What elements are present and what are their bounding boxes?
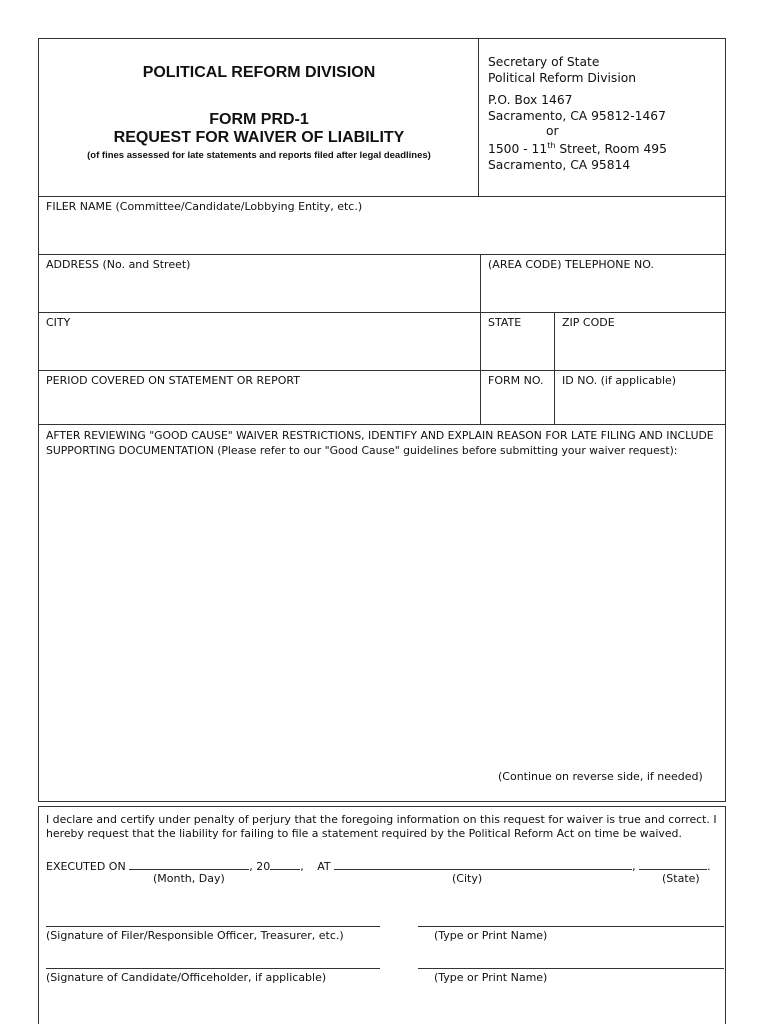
form-no-field[interactable] bbox=[482, 388, 552, 422]
mailing-line-3: P.O. Box 1467 bbox=[488, 93, 573, 107]
filer-signature-line[interactable] bbox=[46, 926, 380, 927]
mailing-line-7: Sacramento, CA 95814 bbox=[488, 158, 631, 173]
reason-field[interactable] bbox=[40, 462, 724, 762]
period-field[interactable] bbox=[40, 388, 478, 422]
mailing-line-2: Political Reform Division bbox=[488, 71, 637, 85]
type-name-line-2[interactable] bbox=[418, 968, 724, 969]
row-line-2 bbox=[38, 312, 726, 313]
executed-on-label: EXECUTED ON bbox=[46, 860, 126, 873]
row-line-1 bbox=[38, 254, 726, 255]
year-blank[interactable] bbox=[270, 858, 300, 870]
candidate-signature-caption: (Signature of Candidate/Officeholder, if applicable) bbox=[46, 971, 327, 984]
filer-name-field[interactable] bbox=[40, 214, 724, 252]
form-number: FORM PRD-1 bbox=[209, 111, 309, 128]
form-subtitle: (of fines assessed for late statements and reports filed after legal deadlines) bbox=[87, 150, 431, 161]
declaration-line-2: hereby request that the liability for failing to file a statement required by the Political Reform Act on time be waived. bbox=[46, 827, 682, 840]
division-title: POLITICAL REFORM DIVISION bbox=[142, 64, 376, 81]
state-label: STATE bbox=[488, 316, 522, 329]
telephone-field[interactable] bbox=[482, 272, 724, 310]
type-name-caption-2: (Type or Print Name) bbox=[434, 971, 548, 984]
state-field[interactable] bbox=[482, 330, 552, 368]
city-blank[interactable] bbox=[334, 858, 632, 870]
mailing-line-6 bbox=[488, 138, 667, 157]
reason-label-2: SUPPORTING DOCUMENTATION (Please refer to our "Good Cause" guidelines before submitting your waiver request): bbox=[46, 444, 678, 457]
executed-row bbox=[46, 858, 711, 874]
comma-1: , bbox=[300, 860, 304, 873]
type-name-line-1[interactable] bbox=[418, 926, 724, 927]
type-name-caption-1: (Type or Print Name) bbox=[434, 929, 548, 942]
id-no-field[interactable] bbox=[556, 388, 724, 422]
at-label: AT bbox=[317, 860, 331, 873]
mailing-line-1: Secretary of State bbox=[488, 55, 600, 69]
comma-2: , bbox=[632, 860, 636, 873]
zip-label: ZIP CODE bbox=[562, 316, 615, 329]
mailing-address bbox=[488, 54, 667, 173]
state-caption: (State) bbox=[662, 872, 700, 885]
reason-label-1: AFTER REVIEWING "GOOD CAUSE" WAIVER RESTRICTIONS, IDENTIFY AND EXPLAIN REASON FOR LATE FILING AND INCLUDE bbox=[46, 429, 714, 442]
filer-signature-caption: (Signature of Filer/Responsible Officer, Treasurer, etc.) bbox=[46, 929, 344, 942]
mailing-line-4: Sacramento, CA 95812-1467 bbox=[488, 109, 666, 123]
id-no-label: ID NO. (if applicable) bbox=[562, 374, 677, 387]
city-field[interactable] bbox=[40, 330, 478, 368]
state-blank[interactable] bbox=[639, 858, 707, 870]
address-divider bbox=[480, 254, 481, 424]
month-day-caption: (Month, Day) bbox=[153, 872, 225, 885]
form-no-label: FORM NO. bbox=[488, 374, 544, 387]
address-label: ADDRESS (No. and Street) bbox=[46, 258, 191, 271]
filer-name-label: FILER NAME (Committee/Candidate/Lobbying Entity, etc.) bbox=[46, 200, 363, 213]
city-label: CITY bbox=[46, 316, 71, 329]
address-field[interactable] bbox=[40, 272, 478, 310]
candidate-signature-line[interactable] bbox=[46, 968, 380, 969]
city-caption: (City) bbox=[452, 872, 483, 885]
period-mark: . bbox=[707, 860, 711, 873]
header-bottom-line bbox=[38, 196, 726, 197]
mailing-line-6-post: Street, Room 495 bbox=[555, 142, 667, 157]
telephone-label: (AREA CODE) TELEPHONE NO. bbox=[488, 258, 654, 271]
mailing-line-5: or bbox=[546, 124, 559, 138]
zip-field[interactable] bbox=[556, 330, 724, 368]
row-line-4 bbox=[38, 424, 726, 425]
state-divider bbox=[554, 312, 555, 424]
mailing-line-6-pre: 1500 - 11 bbox=[488, 142, 548, 157]
header-divider bbox=[478, 38, 479, 196]
row-line-3 bbox=[38, 370, 726, 371]
year-prefix: , 20 bbox=[249, 860, 271, 873]
month-day-blank[interactable] bbox=[129, 858, 249, 870]
period-label: PERIOD COVERED ON STATEMENT OR REPORT bbox=[46, 374, 300, 387]
mailing-line-6-sup: th bbox=[547, 141, 556, 150]
continue-note: (Continue on reverse side, if needed) bbox=[498, 770, 703, 783]
form-title: REQUEST FOR WAIVER OF LIABILITY bbox=[113, 129, 405, 146]
declaration-line-1: I declare and certify under penalty of perjury that the foregoing information on this request for waiver is true and correct. I bbox=[46, 813, 717, 826]
